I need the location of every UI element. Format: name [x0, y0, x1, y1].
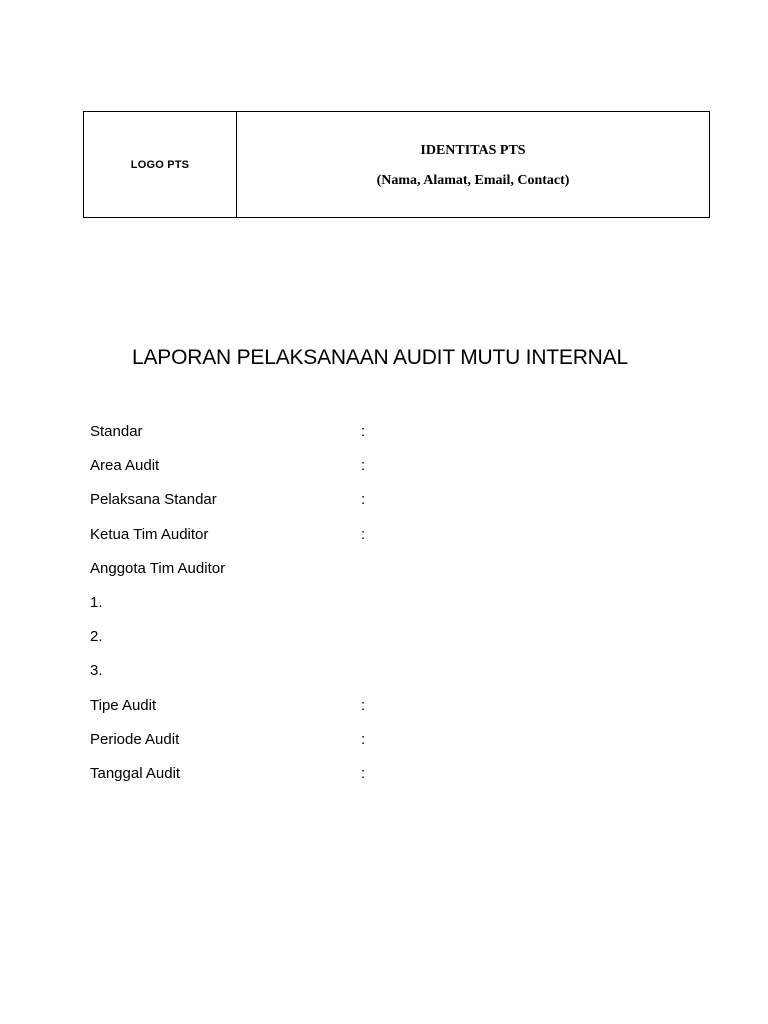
field-colon-pelaksana-standar: : — [361, 491, 366, 508]
field-label-area-audit: Area Audit — [90, 457, 160, 474]
field-colon-periode-audit: : — [361, 731, 366, 748]
field-label-tanggal-audit: Tanggal Audit — [90, 765, 181, 782]
field-colon-standar: : — [361, 423, 366, 440]
identity-cell — [237, 112, 709, 217]
header-table — [83, 111, 710, 218]
identity-title: IDENTITAS PTS — [420, 143, 526, 158]
field-colon-tipe-audit: : — [361, 697, 366, 714]
anggota-item-3: 3. — [90, 662, 103, 679]
document-title: LAPORAN PELAKSANAAN AUDIT MUTU INTERNAL — [132, 346, 628, 369]
field-label-pelaksana-standar: Pelaksana Standar — [90, 491, 217, 508]
field-colon-area-audit: : — [361, 457, 366, 474]
field-colon-ketua-tim-auditor: : — [361, 526, 366, 543]
field-label-standar: Standar — [90, 423, 143, 440]
field-label-tipe-audit: Tipe Audit — [90, 697, 157, 714]
identity-details: (Nama, Alamat, Email, Contact) — [376, 173, 570, 188]
field-label-periode-audit: Periode Audit — [90, 731, 180, 748]
logo-cell — [84, 112, 237, 217]
anggota-item-1: 1. — [90, 594, 103, 611]
field-label-anggota-tim-auditor: Anggota Tim Auditor — [90, 560, 226, 577]
anggota-item-2: 2. — [90, 628, 103, 645]
field-label-ketua-tim-auditor: Ketua Tim Auditor — [90, 526, 209, 543]
logo-placeholder: LOGO PTS — [130, 158, 190, 171]
field-colon-tanggal-audit: : — [361, 765, 366, 782]
